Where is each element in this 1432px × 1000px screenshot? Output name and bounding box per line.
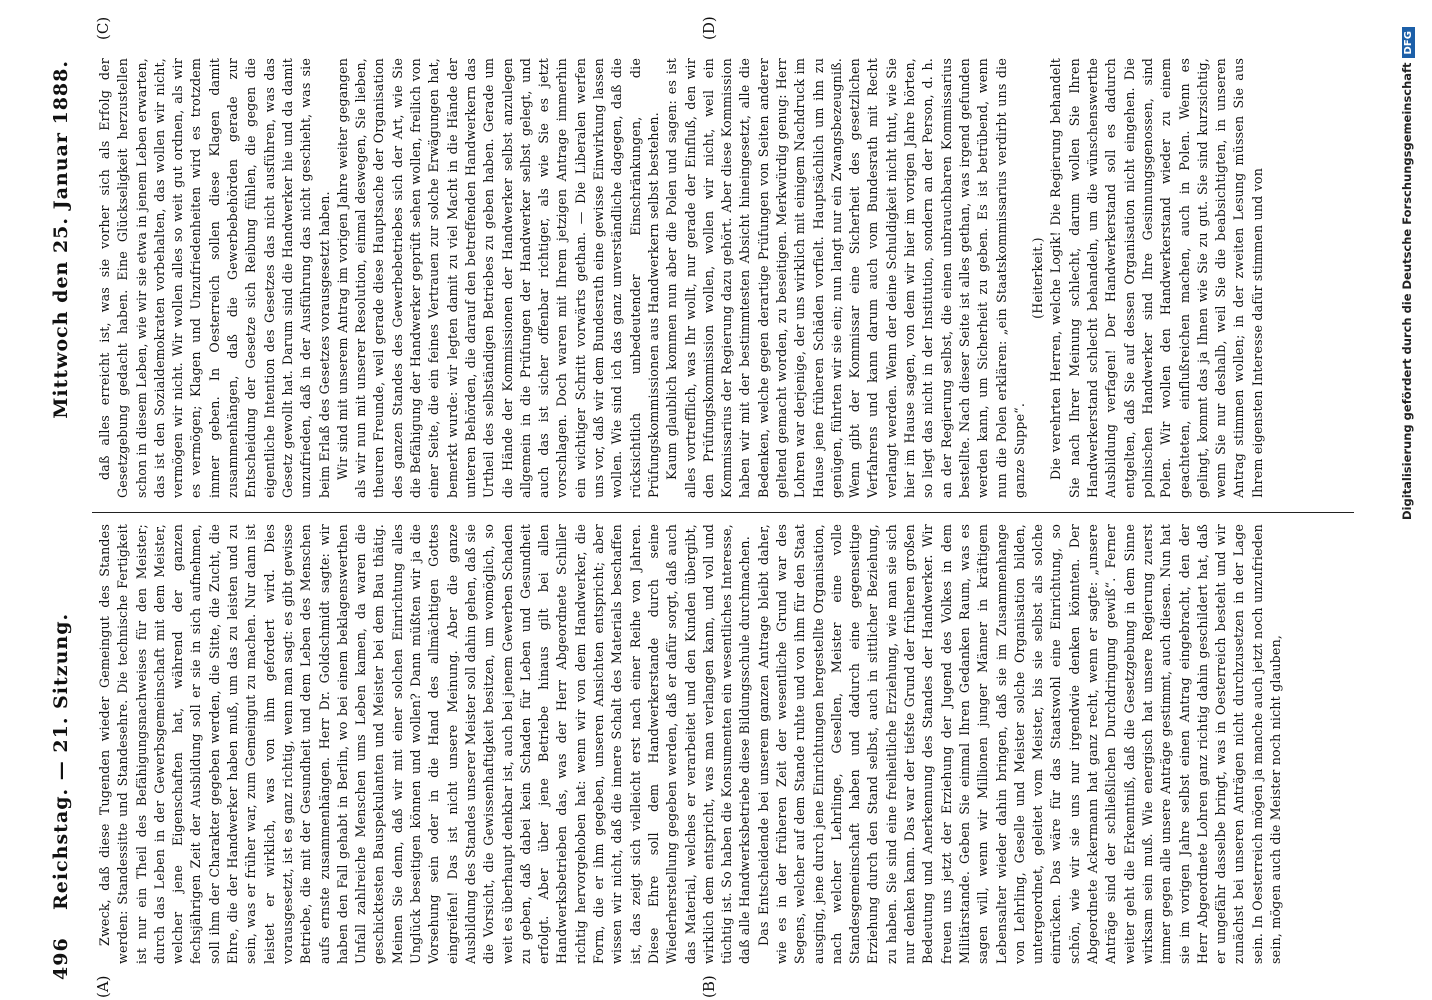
paragraph: Kaum glaublich kommen nun aber die Polen und sagen: es ist alles vortrefflich, was Ihr wollt, nur gerade der Einfluß, den wir den Prüfungskommission wollen, wollen wir nicht, weil ein Kommissarius der Regierung dazu gehört. Aber diese Kommission haben wir mit der bestimmtesten Absicht hineingesetzt, alle die Bedenken, welche gegen derartige Prüfungen von Seiten anderer geltend gemacht worden, zu beseitigen. Merkwürdig genug: Herr Lohren war derjenige, der uns wirklich mit einigem Nachdruck im Hause jene früheren Schäden vorfielt. Hauptsächlich um ihn zu genügen, führten wir sie ein; nun langt nur ein Zwangsbezeugniß. Wenn gibt der Kommissar eine Sicherheit des gesetzlichen Verfahrens und kann darum auch vom Bundesrath mit Recht verlangt werden. Wenn der deine Schuldigkeit nicht thut, wie Sie hier im Hause sagen, von dem wir hier im vorigen Jahre hörten, so liegt das nicht in der Institution, sondern an der Person, d. h. an der Regierung selbst, die einen unbrauchbaren Kommissarius bestellte. Nach dieser Seite ist alles gethan, was irgend gefunden werden kann, um Sicherheit zu geben. Es ist betrübend, wenn nun die Polen erklären: „ein Staatskommissarius verdirbt uns die ganze Suppe“. [664,58,1027,498]
margin-mark-c: (C) [94,16,112,40]
session-date: Mittwoch den 25. Januar 1888. [50,60,72,419]
paragraph: Wir sind mit unserem Antrag im vorigen Jahre weiter gegangen als wir nun mit unserer Resolution, einmal deswegen, Sie lieben, theuren Freunde, weil gerade diese Hauptsache der Organisation des ganzen Standes des Gewerbebetriebes sich der Art, wie Sie die Befähigung der Handwerker geprüft sehen wollen, freilich von einer Seite, die ein feines Vertrauen zur solche Erwägungen hat, bemerkt wurde: wir legten damit zu viel Macht in die Hände der unteren Behörden, die darauf den betreffenden Handwerkern das Urtheil des selbständigen Betriebes zu geben haben. Gerade um die Hände der Kommissionen der Handwerker selbst anzulegen allgemein in die Prüfungen der Handwerker selbst gelegt, und auch das ist sicher offenbar richtiger, als wie Sie es jetzt vorschlagen. Doch waren mit Ihrem jetzigen Antrage immerhin ein wichtiger Schritt vorwärts gethan. — Die Liberalen werfen uns vor, daß wir dem Bundesrath eine gewisse Einwirkung lassen wollen. Wie sind ich das ganz unverständliche dagegen, daß die rücksichtlich unbedeutender Einschränkungen, die Prüfungskommissionen aus Handwerkern selbst bestehen. [334,58,661,498]
margin-mark-a: (A) [94,975,112,998]
margin-mark-b: (B) [700,975,718,998]
digitization-footer [1400,20,1415,520]
paragraph: Zweck, daß diese Tugenden wieder Gemeingut des Standes werden: Standessitte und Standesehre. Die technische Fertigkeit ist nur ein Theil des Befähigungsnachweises für den Meister; durch das Leben in der Gewerbsgemeinschaft mit dem Meister, welcher jene Eigenschaften hat, während der ganzen fechsjährigen Zeit der Ausbildung soll er sie in sich aufnehmen, soll ihm der Charakter gegeben werden, die Sitte, die Zucht, die Ehre, die der Handwerker haben muß, um das zu leisten und zu sein, was er früher war, zum Gemeingut zu machen. Nur dann ist leistet er wirklich, was von ihm gefordert wird. Dies vorausgesetzt, ist es ganz richtig, wenn man sagt: es gibt gewisse Betriebe, die mit der Gesundheit und dem Leben des Menschen aufs ernste zusammenhängen. Herr Dr. Goldschmidt sagte: wir haben den Fall gehabt in Berlin, wo bei einem beklagenswerthen Unfall zahlreiche Menschen ums Leben kamen, da waren die geschicktesten Bauspekulanten und Meister bei dem Bau thätig. Meinen Sie denn, daß wir mit einer solchen Einrichtung alles Unglück beseitigen können und wollen? Dann müßten wir ja die Vorsehung sein oder in die Hand des allmächtigen Gottes eingreifen! Das ist nicht unsere Meinung. Aber die ganze Ausbildung des Standes unserer Meister soll dahin gehen, daß sie die Vorsicht, die Gewissenhaftigkeit besitzen, um womöglich, so weit es überhaupt denkbar ist, auch bei jenem Gewerben Schaden zu geben, daß dabei kein Schaden für Leben und Gesundheit erfolgt. Aber über jene Betriebe hinaus gilt bei allen Handwerksbetrieben das, was der Herr Abgeordnete Schiller richtig hervorgehoben hat: wenn wir von dem Handwerker, die Form, die er ihm gegeben, unseren Ansichten entspricht; aber wissen wir nicht, daß die innere Schalt des Materials beschaffen ist, das zeigt sich vielleicht erst nach einer Reihe von Jahren. Diese Ehre soll dem Handwerkerstande durch seine Wiederherstellung gegeben werden, daß er dafür sorgt, daß auch das Material, welches er verarbeitet und den Kunden übergibt, wirklich dem entspricht, was man verlangen kann, und voll und tüchtig ist. So haben die Konsumenten ein wesentliches Interesse, daß alle Handwerksbetriebe diese Bildungsschule durchmachen. [97,524,753,964]
paragraph: Das Entscheidende bei unserem ganzen Antrage bleibt daher, wie es in der früheren Zeit der wesentliche Grund war des Segens, welcher auf dem Stande ruhte und von ihm für den Staat ausging, jene durch jene Einrichtungen hergestellte Organisation, nach welcher Lehrlinge, Gesellen, Meister eine volle Standesgemeinschaft haben und dadurch eine gegenseitige Erziehung durch den Stand selbst, auch in sittlicher Beziehung, zu haben. Sie sind eine freiheitliche Erziehung, wie man sie sich nur denken kann. Das war der tiefste Grund der früheren großen Bedeutung und Anerkennung des Standes der Handwerker. Wir freuen uns jetzt der Erziehung der Jugend des Volkes in dem Militärstande. Geben Sie einmal Ihren Gedanken Raum, was es sagen will, wenn wir Millionen junger Männer in kräftigem Lebensalter wieder dahin bringen, daß sie im Zusammenhange von Lehrling, Geselle und Meister solche Organisation bilden, untergeordnet, geleitet vom Meister, bis sie selbst als solche einrücken. Das wäre für das Staatswohl eine Einrichtung, so schön, wie wir sie uns nur irgendwie denken könnten. Der Abgeordnete Ackermann hat ganz recht, wenn er sagte: „unsere Anträge sind der schließlichen Durchdringung gewiß“. Ferner weiter geht die Erkenntniß, daß die Gesetzgebung in dem Sinne wirksam sein muß. Wie energisch hat unsere Regierung zuerst immer gegen alle unsere Anträge gestimmt, auch diesen. Nun hat sie im vorigen Jahre selbst einen Antrag eingebracht, den der Herr Abgeordnete Lohren ganz richtig dahin geschildert hat, daß er ungefähr dasselbe bringt, was in Oesterreich besteht und wir zunächst bei unseren Anträgen nicht durchzusetzen in der Lage sein. In Oesterreich mögen ja manche auch jetzt noch unzufrieden sein, mögen auch die Meister noch nicht glauben, [755,524,1283,964]
left-column [96,524,1346,964]
column-divider [92,512,1354,513]
dfg-logo: DFG [1402,27,1415,58]
page-header [38,20,82,980]
paragraph: Die verehrten Herren, welche Logik! Die Regierung behandelt Sie nach Ihrer Meinung schlecht, darum wollen Sie Ihren Handwerkerstand schlecht behandeln, um die wünschenswerthe Ausbildung verfagen! Der Handwerkerstand soll es dadurch entgelten, daß Sie auf dessen Organisation nicht eingehen. Die polnischen Handwerker sind Ihre Gesinnungsgenossen, sind Polen. Wir wollen den Handwerkerstand wieder zu einem geachteten, einflußreichen machen, auch in Polen. Wenn es gelingt, kommt das ja Ihnen wie Sie zu gut. Sie sind kurzsichtig, wenn Sie nur deshalb, weil Sie die beabsichtigten, in unseren Antrag stimmen wollen; in der zweiten Lesung müssen Sie aus Ihrem eigensten Interesse dafür stimmen und von [1048,58,1265,498]
paragraph: daß alles erreicht ist, was sie vorher sich als Erfolg der Gesetzgebung gedacht haben. Eine Glückseligkeit herzustellen schon in diesem Leben, wie wir sie etwa in jenem Leben erwarten, das ist den Sozialdemokraten vorbehalten, das wollen wir nicht, vermögen wir nicht. Wir wollen alles so weit gut ordnen, als wir es vermögen; Klagen und Unzufriedenheiten wird es trotzdem immer geben. In Oesterreich sollen diese Klagen damit zusammenhängen, daß die Gewerbebehörden gerade zur Entscheidung der Gesetze sich Reibung fühlen, die gegen die eigentliche Intention des Gesetzes das nicht ausführen, was das Gesetz gewollt hat. Darum sind die Handwerker hie und da damit unzufrieden, daß in der Ausführung das nicht geschieht, was sie beim Erlaß des Gesetzes vorausgesetzt haben. [97,58,332,498]
laughter-note: (Heiterkeit.) [1030,237,1046,319]
page-number: 496 [50,937,72,980]
margin-mark-d: (D) [700,16,718,40]
session-title: Reichstag. — 21. Sitzung. [50,612,72,910]
right-column [96,58,1346,498]
footer-text: Digitalisierung gefördert durch die Deutsche Forschungsgemeinschaft [1400,62,1414,520]
